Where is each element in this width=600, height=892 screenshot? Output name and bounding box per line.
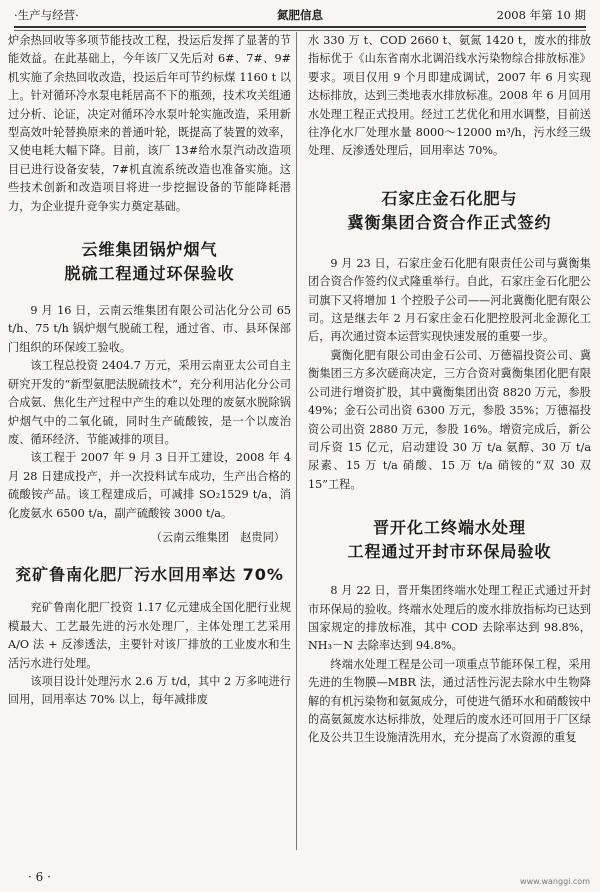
column-divider <box>296 32 297 850</box>
article-paragraph: 9 月 16 日，云南云维集团有限公司沾化分公司 65 t/h、75 t/h 锅炉烟气脱硫工程，通过省、市、县环保部门组织的环保竣工验收。 <box>8 304 291 354</box>
article-title: 晋开化工终端水处理 <box>372 518 526 538</box>
issue-label: 2008 年第 10 期 <box>496 8 586 22</box>
article-title: 兖矿鲁南化肥厂污水回用率达 70% <box>15 565 284 585</box>
journal-title: 氮肥信息 <box>277 8 323 22</box>
article-paragraph: 9 月 23 日，石家庄金石化肥有限责任公司与冀衡集团合资合作签约仪式隆重举行。自此，石家庄金石化肥公司旗下又将增加 1 个控股子公司——河北冀衡化肥有限公司。这是继去年 2 月石家庄金石化肥控股河北金源化工后，再次通过资本运营实现快速发展的重要一步。 <box>308 256 591 344</box>
header-rule <box>14 30 586 31</box>
article-paragraph: 该工程于 2007 年 9 月 3 日开工建设，2008 年 4 月 28 日建成投产，并一次投料试车成功，生产出合格的硫酸铵产品。该工程建成后，可减排 SO₂1529 t/a，消化废氨水 6500 t/a，副产硫酸铵 3000 t/a。 <box>8 451 291 520</box>
article-title: 工程通过开封市环保局验收 <box>347 542 552 562</box>
left-column <box>8 32 291 710</box>
continued-paragraph: 水 330 万 t、COD 2660 t、氨氮 1420 t，废水的排放指标优于《山东省南水北调沿线水污染物综合排放标准》要求。项目仅用 9 个月即建成调试，2007 年 6 月实现达标排放，达到三类地表水排放标准。2008 年 6 月回用水处理工程正式投用。经过工艺优化和用水调整，目前送往净化水厂处理水量 8000～12000 m³/h，污水经三级处理、反渗透处理后，回用率达 70%。 <box>308 34 591 158</box>
article-paragraph: 8 月 22 日，晋开集团终端水处理工程正式通过开封市环保局的验收。终端水处理后的废水排放指标均已达到国家规定的排放标准，其中 COD 去除率达到 98.8%，NH₃－N 去除率达到 94.8%。 <box>308 584 591 653</box>
article-paragraph: 冀衡化肥有限公司由金石公司、万德福投资公司、冀衡集团三方多次磋商决定，三方合资对冀衡集团化肥有限公司进行增资扩股，其中冀衡集团出资 8820 万元，参股 49%；金石公司出资 6300 万元，参股 35%；万德福投资公司出资 2880 万元，参股 16%。增资完成后，新公司斥资 15 亿元，启动建设 30 万 t/a 氨醇、30 万 t/a 尿素、15 万 t/a 硝酸、15 万 t/a 硝铵的“双 30 双 15”工程。 <box>308 348 591 491</box>
article-signature: （云南云维集团 赵贵同） <box>150 530 285 544</box>
page-header <box>14 4 586 28</box>
article-title: 脱硫工程通过环保验收 <box>64 264 235 284</box>
article-title: 石家庄金石化肥与 <box>381 188 518 208</box>
article-paragraph: 该工程总投资 2404.7 万元，采用云南亚太公司自主研究开发的“新型氨肥法脱硫技术”，充分利用沾化分公司合成氨、焦化生产过程中产生的难以处理的废氨水脱除锅炉烟气中的二氧化硫，同时生产硫酸铵，是一个以废治废、循环经济、节能减排的项目。 <box>8 359 291 446</box>
page-number: · 6 · <box>28 870 51 884</box>
section-label: ·生产与经营· <box>14 8 79 22</box>
article-title: 云维集团锅炉烟气 <box>81 240 218 260</box>
article-title: 冀衡集团合资合作正式签约 <box>347 212 552 232</box>
site-watermark: www.wanggi.com <box>520 877 590 886</box>
article-paragraph: 该项目设计处理污水 2.6 万 t/d，其中 2 万多吨进行回用，回用率达 70% 以上，每年减排废 <box>8 674 291 707</box>
article-paragraph: 兖矿鲁南化肥厂投资 1.17 亿元建成全国化肥行业规模最大、工艺最先进的污水处理厂，主体处理工艺采用 A/O 法 + 反渗透法，主要针对该厂排放的工业废水和生活污水进行处理。 <box>8 601 291 670</box>
continued-paragraph: 炉余热回收等多项节能技改工程，投运后发挥了显著的节能效益。在此基础上，今年该厂又先后对 6#、7#、9#机实施了余热回收改造，投运后年可节约标煤 1160 t 以上。针对循环冷水泵电耗居高不下的瓶颈，技术攻关组通过分析、论证，决定对循环冷水泵叶轮实施改造，采用新型高效叶轮替换原来的普通叶轮，既提高了装置的效率，又使电耗大幅下降。目前，该厂 13#给水泵汽动改造项目已进行设备安装，7#机直流系统改造也准备实施。这些技术创新和改造项目将进一步挖掘设备的节能降耗潜力，为企业提升竞争实力奠定基础。 <box>8 34 291 213</box>
right-column <box>308 32 591 748</box>
article-paragraph: 终端水处理工程是公司一项重点节能环保工程，采用先进的生物膜—MBR 法，通过活性污泥去除水中生物降解的有机污染物和氨氮成分，可使进气循环水和硝酸铵中的高氨氮废水达标排放，处理后的废水还可回用于厂区绿化及公共卫生设施清洗用水，充分提高了水资源的重复 <box>308 657 591 745</box>
